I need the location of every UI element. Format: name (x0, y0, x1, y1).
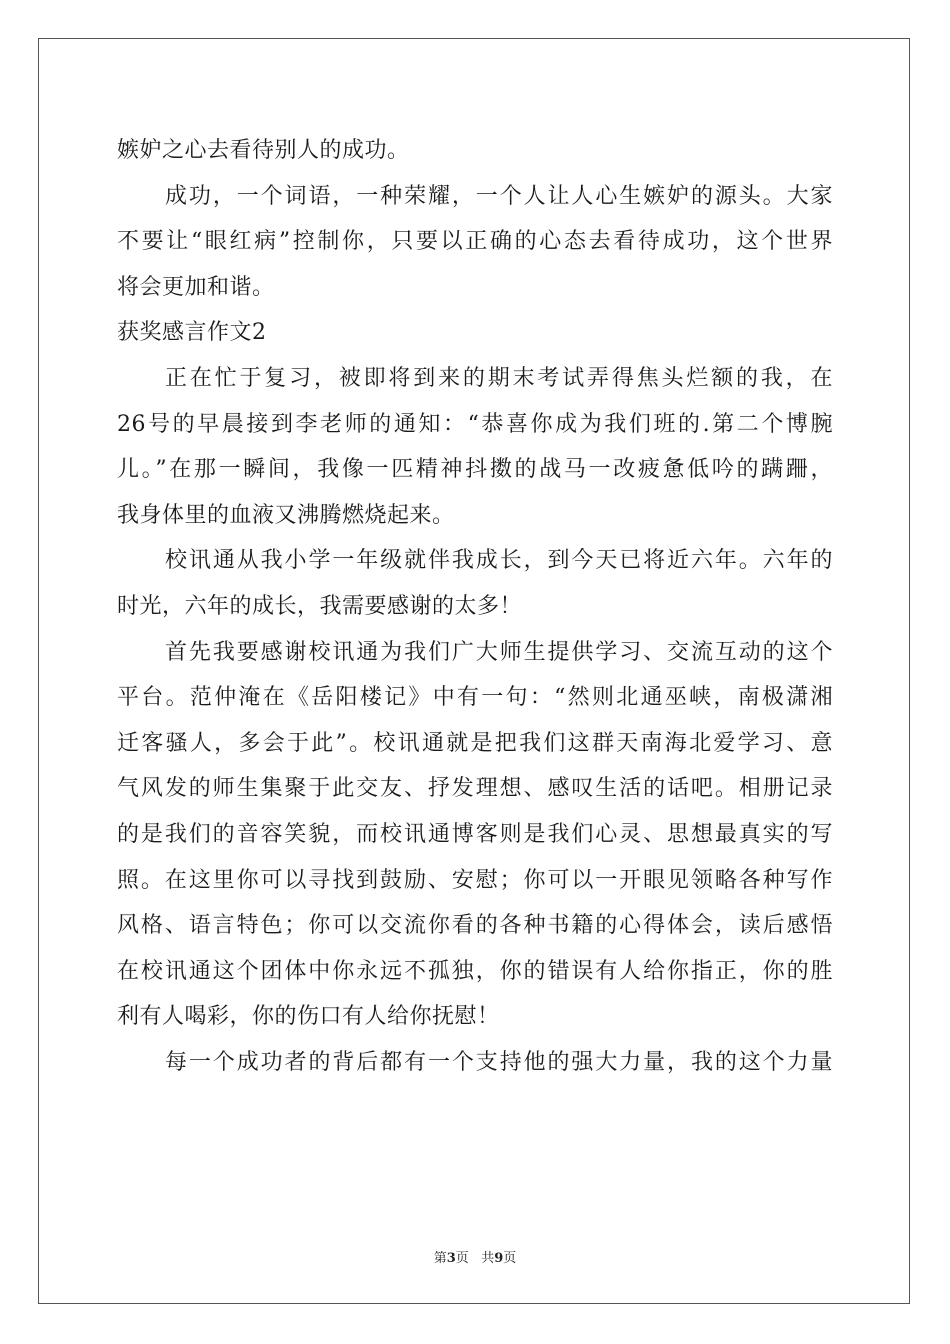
footer-total-suffix: 页 (503, 1251, 517, 1266)
text-line: 风格、语言特色；你可以交流你看的各种书籍的心得体会，读后感悟 (117, 913, 833, 939)
text-line: 成功，一个词语，一种荣耀，一个人让人心生嫉妒的源头。大家 (165, 183, 833, 209)
text-line: 首先我要感谢校讯通为我们广大师生提供学习、交流互动的这个 (165, 639, 833, 665)
text-line: 的是我们的音容笑貌，而校讯通博客则是我们心灵、思想最真实的写 (117, 821, 833, 847)
section-heading: 获奖感言作文2 (117, 320, 267, 346)
text-line: 每一个成功者的背后都有一个支持他的强大力量，我的这个力量 (165, 1049, 833, 1075)
text-line: 气风发的师生集聚于此交友、抒发理想、感叹生活的话吧。相册记录 (117, 776, 833, 802)
text-line: 嫉妒之心去看待别人的成功。 (117, 138, 410, 163)
total-pages-number: 9 (494, 1251, 504, 1266)
text-line: 迁客骚人，多会于此”。校讯通就是把我们这群天南海北爱学习、意 (117, 730, 833, 756)
footer-page-suffix: 页 (455, 1251, 469, 1266)
current-page-number: 3 (446, 1251, 456, 1266)
text-line: 儿。”在那一瞬间，我像一匹精神抖擞的战马一改疲惫低吟的蹒跚， (117, 457, 833, 483)
text-line: 不要让“眼红病”控制你，只要以正确的心态去看待成功，这个世界 (117, 229, 833, 255)
text-line: 在校讯通这个团体中你永远不孤独，你的错误有人给你指正，你的胜 (117, 958, 833, 984)
text-line: 时光，六年的成长，我需要感谢的太多！ (117, 593, 523, 619)
text-line: 照。在这里你可以寻找到鼓励、安慰；你可以一开眼见领略各种写作 (117, 867, 833, 893)
document-body (117, 128, 833, 1085)
text-line: 26号的早晨接到李老师的通知：“恭喜你成为我们班的.第二个博腕 (117, 411, 833, 437)
text-line: 平台。范仲淹在《岳阳楼记》中有一句：“然则北通巫峡，南极潇湘 (117, 685, 833, 711)
footer-prefix: 第 (433, 1251, 447, 1266)
text-line: 我身体里的血液又沸腾燃烧起来。 (117, 502, 455, 528)
footer-total-prefix: 共 (481, 1251, 495, 1266)
text-line: 校讯通从我小学一年级就伴我成长，到今天已将近六年。六年的 (165, 548, 833, 574)
page-footer (0, 1247, 950, 1266)
text-line: 正在忙于复习，被即将到来的期末考试弄得焦头烂额的我，在 (165, 365, 833, 391)
text-line: 利有人喝彩，你的伤口有人给你抚慰！ (117, 1004, 500, 1030)
text-line: 将会更加和谐。 (117, 274, 275, 300)
